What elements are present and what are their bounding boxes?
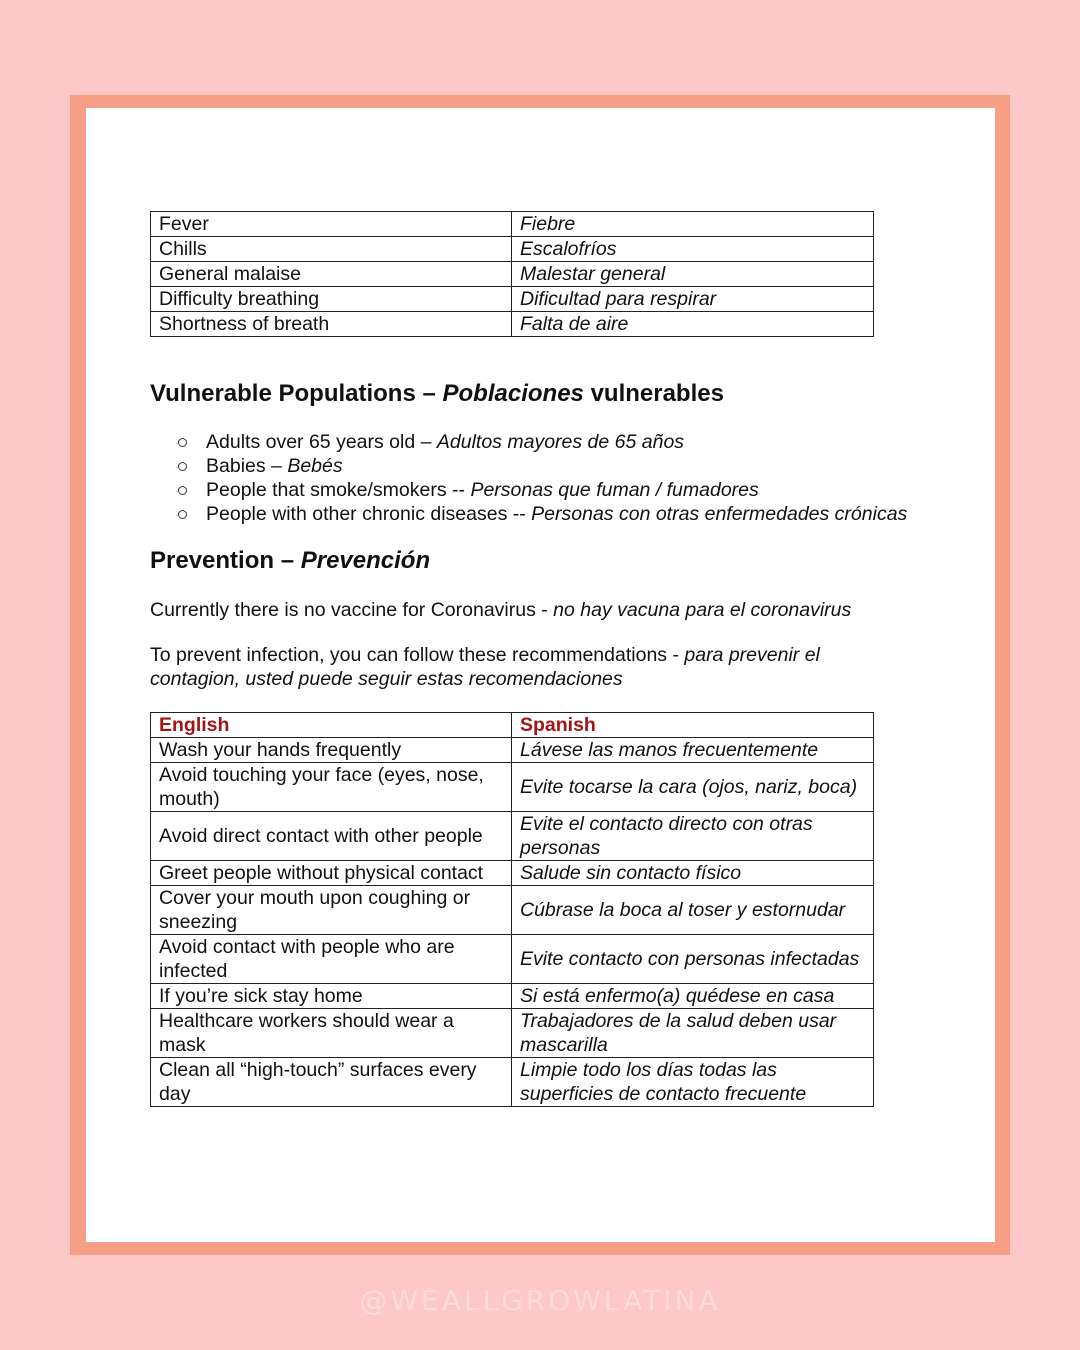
recommendation-en: Avoid direct contact with other people xyxy=(151,812,512,861)
table-row xyxy=(151,984,874,1009)
column-header-english: English xyxy=(151,713,512,738)
list-item: People that smoke/smokers -- Personas que fuman / fumadores xyxy=(178,478,938,502)
document-page xyxy=(86,108,995,1242)
symptom-es: Escalofríos xyxy=(512,237,874,262)
symptom-en: General malaise xyxy=(151,262,512,287)
recommendation-en: If you’re sick stay home xyxy=(151,984,512,1009)
recommendation-es: Salude sin contacto físico xyxy=(512,861,874,886)
symptom-en: Chills xyxy=(151,237,512,262)
symptoms-table xyxy=(150,211,874,337)
recommendation-es: Cúbrase la boca al toser y estornudar xyxy=(512,886,874,935)
table-row xyxy=(151,237,874,262)
symptom-es: Malestar general xyxy=(512,262,874,287)
recommendation-es: Evite tocarse la cara (ojos, nariz, boca) xyxy=(512,763,874,812)
table-row xyxy=(151,812,874,861)
table-row xyxy=(151,312,874,337)
table-row xyxy=(151,1058,874,1107)
recommendation-es: Lávese las manos frecuentemente xyxy=(512,738,874,763)
recommendation-en: Healthcare workers should wear a mask xyxy=(151,1009,512,1058)
recommendation-es: Limpie todo los días todas las superficies de contacto frecuente xyxy=(512,1058,874,1107)
recommendation-en: Greet people without physical contact xyxy=(151,861,512,886)
table-row xyxy=(151,212,874,237)
list-item: People with other chronic diseases -- Personas con otras enfermedades crónicas xyxy=(178,502,938,526)
table-row xyxy=(151,287,874,312)
recommendations-paragraph: To prevent infection, you can follow these recommendations - para prevenir el contagion, usted puede seguir estas recomendaciones xyxy=(150,644,820,690)
vaccine-paragraph: Currently there is no vaccine for Coronavirus - no hay vacuna para el coronavirus xyxy=(150,599,852,621)
table-row xyxy=(151,935,874,984)
recommendation-en: Cover your mouth upon coughing or sneezing xyxy=(151,886,512,935)
table-row xyxy=(151,262,874,287)
bullet-circle-icon xyxy=(178,486,187,495)
bullet-circle-icon xyxy=(178,510,187,519)
symptom-en: Difficulty breathing xyxy=(151,287,512,312)
bullet-circle-icon xyxy=(178,438,187,447)
symptom-en: Shortness of breath xyxy=(151,312,512,337)
table-row xyxy=(151,886,874,935)
symptom-es: Fiebre xyxy=(512,212,874,237)
recommendation-en: Clean all “high-touch” surfaces every day xyxy=(151,1058,512,1107)
vulnerable-populations-heading: Vulnerable Populations – Poblaciones vulnerables xyxy=(150,380,724,407)
recommendations-table xyxy=(150,712,874,1107)
prevention-heading: Prevention – Prevención xyxy=(150,547,431,574)
recommendation-es: Si está enfermo(a) quédese en casa xyxy=(512,984,874,1009)
list-item: Babies – Bebés xyxy=(178,454,938,478)
recommendation-es: Evite el contacto directo con otras personas xyxy=(512,812,874,861)
table-header-row xyxy=(151,713,874,738)
list-item: Adults over 65 years old – Adultos mayores de 65 años xyxy=(178,430,938,454)
bullet-circle-icon xyxy=(178,462,187,471)
recommendation-en: Avoid contact with people who are infected xyxy=(151,935,512,984)
table-row xyxy=(151,738,874,763)
table-row xyxy=(151,1009,874,1058)
table-row xyxy=(151,861,874,886)
symptom-es: Dificultad para respirar xyxy=(512,287,874,312)
vulnerable-populations-list xyxy=(178,430,938,526)
symptom-es: Falta de aire xyxy=(512,312,874,337)
recommendation-es: Trabajadores de la salud deben usar mascarilla xyxy=(512,1009,874,1058)
recommendation-en: Avoid touching your face (eyes, nose, mouth) xyxy=(151,763,512,812)
table-row xyxy=(151,763,874,812)
symptom-en: Fever xyxy=(151,212,512,237)
recommendation-en: Wash your hands frequently xyxy=(151,738,512,763)
recommendation-es: Evite contacto con personas infectadas xyxy=(512,935,874,984)
watermark-handle: @WEALLGROWLATINA xyxy=(359,1284,721,1317)
column-header-spanish: Spanish xyxy=(512,713,874,738)
